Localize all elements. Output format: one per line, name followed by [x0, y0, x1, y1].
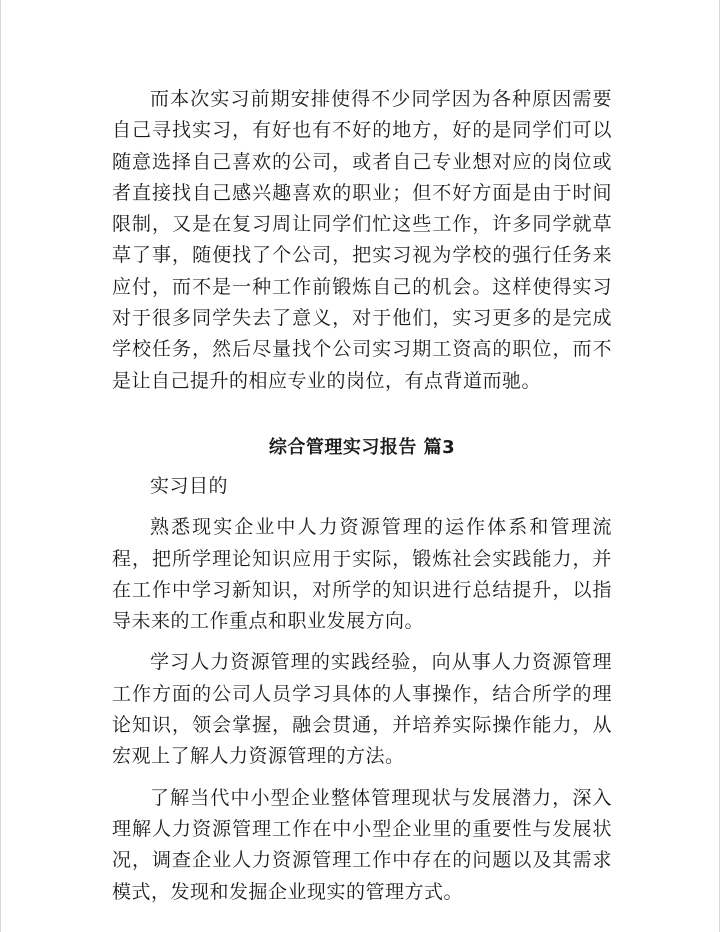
paragraph: 学习人力资源管理的实践经验，向从事人力资源管理工作方面的公司人员学习具体的人事操作，结合所学的理论知识，领会掌握，融会贯通，并培养实际操作能力，从宏观上了解人力资源管理的方法。 — [112, 651, 612, 768]
section-heading: 综合管理实习报告 篇3 — [268, 436, 456, 458]
paragraph: 而本次实习前期安排使得不少同学因为各种原因需要自己寻找实习，有好也有不好的地方，好的是同学们可以随意选择自己喜欢的公司，或者自己专业想对应的岗位或者直接找自己感兴趣喜欢的职业；但不好方面是由于时间限制，又是在复习周让同学们忙这些工作，许多同学就草草了事，随便找了个公司，把实习视为学校的强行任务来应付，而不是一种工作前锻炼自己的机会。这样使得实习对于很多同学失去了意义，对于他们，实习更多的是完成学校任务，然后尽量找个公司实习期工资高的职位，而不是让自己提升的相应专业的岗位，有点背道而驰。 — [112, 88, 612, 392]
document-body — [112, 84, 612, 908]
subheading: 实习目的 — [150, 474, 229, 497]
paragraph: 了解当代中小型企业整体管理现状与发展潜力，深入理解人力资源管理工作在中小型企业里的重要性与发展状况，调查企业人力资源管理工作中存在的问题以及其需求模式，发现和发掘企业现实的管理方式。 — [112, 786, 612, 903]
paragraph: 熟悉现实企业中人力资源管理的运作体系和管理流程，把所学理论知识应用于实际，锻炼社会实践能力，并在工作中学习新知识，对所学的知识进行总结提升，以指导未来的工作重点和职业发展方向。 — [112, 516, 612, 633]
